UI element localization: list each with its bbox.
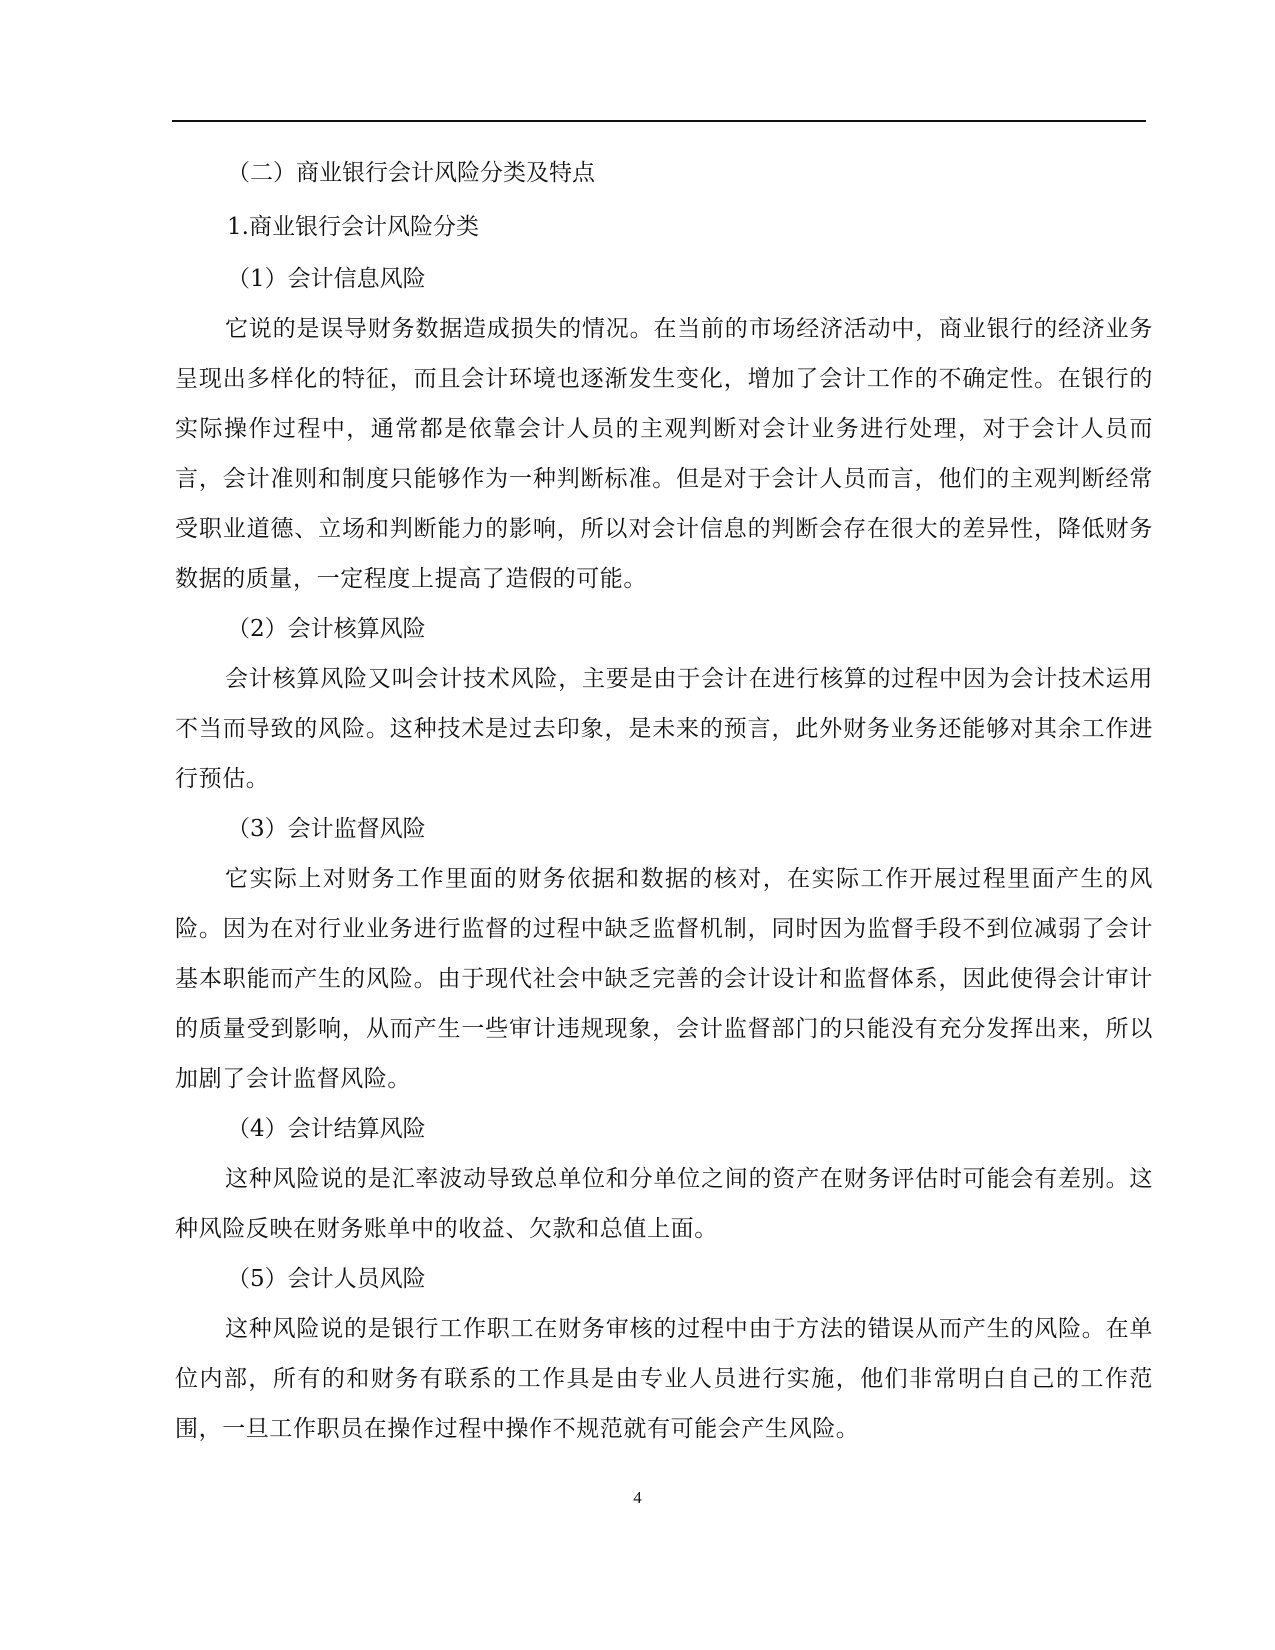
item-heading-4: （4）会计结算风险 [227, 1116, 426, 1142]
item-paragraph-2: 会计核算风险又叫会计技术风险，主要是由于会计在进行核算的过程中因为会计技术运用不当而导致的风险。这种技术是过去印象，是未来的预言，此外财务业务还能够对其余工作进行预估。 [175, 666, 1153, 792]
item-heading-5: （5）会计人员风险 [227, 1266, 426, 1292]
item-paragraph-4: 这种风险说的是汇率波动导致总单位和分单位之间的资产在财务评估时可能会有差别。这种风险反映在财务账单中的收益、欠款和总值上面。 [175, 1166, 1153, 1242]
item-paragraph-3: 它实际上对财务工作里面的财务依据和数据的核对，在实际工作开展过程里面产生的风险。因为在对行业业务进行监督的过程中缺乏监督机制，同时因为监督手段不到位减弱了会计基本职能而产生的风险。由于现代社会中缺乏完善的会计设计和监督体系，因此使得会计审计的质量受到影响，从而产生一些审计违规现象，会计监督部门的只能没有充分发挥出来，所以加剧了会计监督风险。 [175, 866, 1153, 1092]
section-title: （二）商业银行会计风险分类及特点 [227, 160, 595, 186]
item-paragraph-1: 它说的是误导财务数据造成损失的情况。在当前的市场经济活动中，商业银行的经济业务呈现出多样化的特征，而且会计环境也逐渐发生变化，增加了会计工作的不确定性。在银行的实际操作过程中，通常都是依靠会计人员的主观判断对会计业务进行处理，对于会计人员而言，会计准则和制度只能够作为一种判断标准。但是对于会计人员而言，他们的主观判断经常受职业道德、立场和判断能力的影响，所以对会计信息的判断会存在很大的差异性，降低财务数据的质量，一定程度上提高了造假的可能。 [175, 316, 1153, 592]
page-number: 4 [633, 1488, 642, 1507]
page-content [175, 146, 1153, 1454]
header-rule [172, 120, 1146, 122]
item-paragraph-5: 这种风险说的是银行工作职工在财务审核的过程中由于方法的错误从而产生的风险。在单位内部，所有的和财务有联系的工作具是由专业人员进行实施，他们非常明白自己的工作范围，一旦工作职员在操作过程中操作不规范就有可能会产生风险。 [175, 1316, 1153, 1442]
item-heading-1: （1）会计信息风险 [227, 266, 426, 292]
item-heading-3: （3）会计监督风险 [227, 816, 426, 842]
item-heading-2: （2）会计核算风险 [227, 616, 426, 642]
subheading: 1.商业银行会计风险分类 [227, 214, 479, 240]
